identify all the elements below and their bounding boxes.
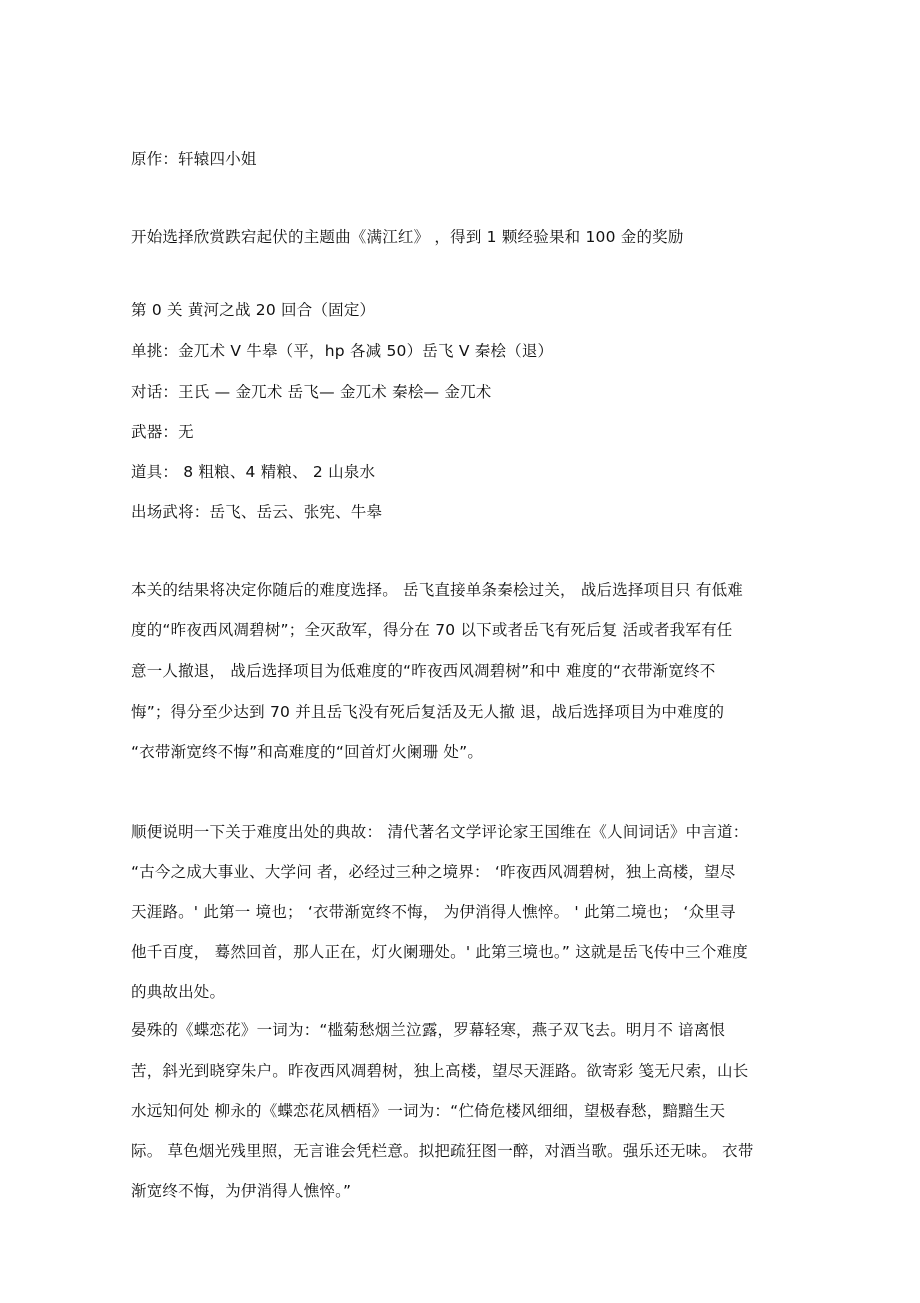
origin-paragraph-line: 的典故出处。 <box>131 983 226 1001</box>
origin-paragraph-line: 晏殊的《蝶恋花》一词为：“槛菊愁烟兰泣露，罗幕轻寒，燕子双飞去。明月不 谙离恨 <box>131 1021 726 1039</box>
intro-line: 开始选择欣赏跌宕起伏的主题曲《满江红》 ，得到 1 颗经验果和 100 金的奖励 <box>131 228 684 246</box>
level-items: 道具： 8 粗粮、4 精粮、 2 山泉水 <box>131 463 376 481</box>
origin-paragraph-line: 他千百度， 蓦然回首，那人正在，灯火阑珊处。' 此第三境也。” 这就是岳飞传中三个难度 <box>131 943 748 961</box>
origin-paragraph-line: 苦，斜光到晓穿朱户。昨夜西风凋碧树，独上高楼，望尽天涯路。欲寄彩 笺无尺索，山长 <box>131 1062 749 1080</box>
origin-paragraph-line: “古今之成大事业、大学问 者，必经过三种之境界： ‘昨夜西风凋碧树，独上高楼，望尽 <box>131 863 736 881</box>
result-paragraph-line: 本关的结果将决定你随后的难度选择。 岳飞直接单条秦桧过关， 战后选择项目只 有低难 <box>131 581 743 599</box>
origin-paragraph-line: 渐宽终不悔，为伊消得人憔悴。” <box>131 1182 352 1200</box>
result-paragraph-line: 悔”；得分至少达到 70 并且岳飞没有死后复活及无人撤 退，战后选择项目为中难度的 <box>131 703 725 721</box>
level-duel: 单挑：金兀术 V 牛皋（平，hp 各减 50）岳飞 V 秦桧（退） <box>131 342 554 360</box>
origin-paragraph-line: 水远知何处 柳永的《蝶恋花凤栖梧》一词为：“伫倚危楼风细细，望极春愁，黯黯生天 <box>131 1102 726 1120</box>
origin-paragraph-line: 际。 草色烟光残里照，无言谁会凭栏意。拟把疏狂图一醉，对酒当歌。强乐还无味。 衣带 <box>131 1142 754 1160</box>
origin-paragraph-line: 顺便说明一下关于难度出处的典故： 清代著名文学评论家王国维在《人间词话》中言道： <box>131 823 749 841</box>
level-title: 第 0 关 黄河之战 20 回合（固定） <box>131 301 376 319</box>
level-dialogue: 对话：王氏 — 金兀术 岳飞— 金兀术 秦桧— 金兀术 <box>131 383 492 401</box>
result-paragraph-line: “衣带渐宽终不悔”和高难度的“回首灯火阑珊 处”。 <box>131 743 484 761</box>
result-paragraph-line: 度的“昨夜西风凋碧树”；全灭敌军，得分在 70 以下或者岳飞有死后复 活或者我军有任 <box>131 621 733 639</box>
author-line: 原作：轩辕四小姐 <box>131 150 257 168</box>
level-generals: 出场武将：岳飞、岳云、张宪、牛皋 <box>131 503 383 521</box>
result-paragraph-line: 意一人撤退， 战后选择项目为低难度的“昨夜西风凋碧树”和中 难度的“衣带渐宽终不 <box>131 662 716 680</box>
level-weapons: 武器：无 <box>131 423 194 441</box>
origin-paragraph-line: 天涯路。' 此第一 境也； ‘衣带渐宽终不悔， 为伊消得人憔悴。 ' 此第二境也； ‘众里寻 <box>131 903 736 921</box>
